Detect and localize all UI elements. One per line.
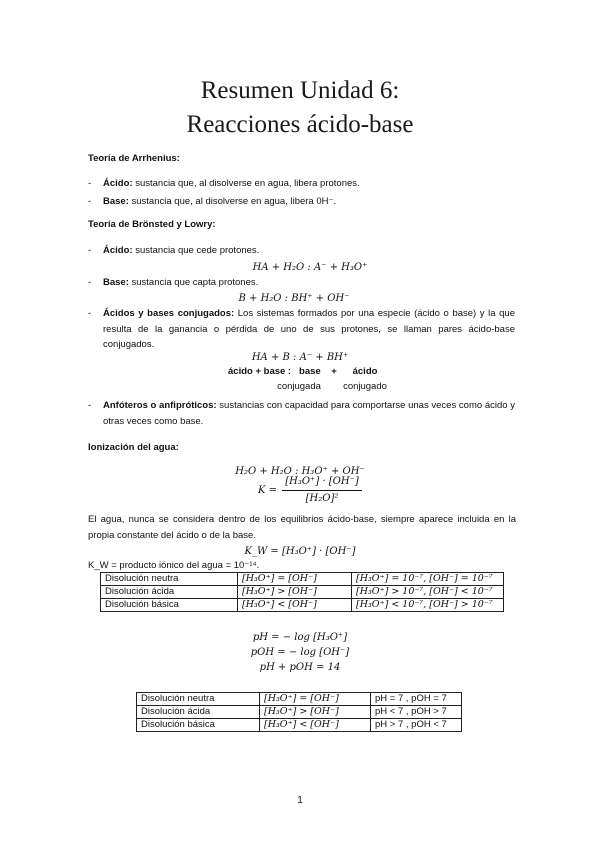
table-cell: Disolución neutra bbox=[137, 693, 260, 706]
bullet-dash: - bbox=[88, 277, 92, 288]
arrhenius-base-text: sustancia que, al disolverse en agua, libera 0H⁻. bbox=[128, 196, 337, 207]
conjugates-equation: HA + B : A⁻ + BH⁺ bbox=[251, 352, 349, 363]
conjugates-label: Ácidos y bases conjugados: bbox=[103, 308, 235, 319]
conjugates-text: Los sistemas formados por una especie (ácido o base) y la que resulta de la ganancia o pérdida de uno de sus protones, se llaman pares ácido-base conjugados. bbox=[103, 308, 515, 350]
title-line-2: Reacciones ácido-base bbox=[186, 111, 414, 138]
table-cell: [H₃O⁺] = [OH⁻] bbox=[238, 573, 352, 586]
k-fraction-line bbox=[282, 490, 362, 491]
table-row bbox=[137, 706, 462, 719]
table-cell: Disolución ácida bbox=[101, 586, 238, 599]
water-equation: H₂O + H₂O : H₃O⁺ + OH⁻ bbox=[235, 466, 365, 477]
table-concentrations bbox=[100, 572, 504, 612]
table-cell: [H₃O⁺] < 10⁻⁷, [OH⁻] > 10⁻⁷ bbox=[352, 599, 504, 612]
water-paragraph: El agua, nunca se considera dentro de los equilibrios ácido-base, siempre aparece incluida en la propia constante del ácido o de la base. bbox=[88, 514, 516, 541]
table-row bbox=[101, 599, 504, 612]
bullet-dash: - bbox=[88, 245, 92, 256]
conjugates-label-conjugada: conjugada bbox=[277, 381, 321, 392]
amphoteric-item bbox=[103, 398, 515, 429]
table-cell: [H₃O⁺] > [OH⁻] bbox=[260, 706, 371, 719]
page-number: 1 bbox=[297, 795, 303, 806]
table-row bbox=[137, 719, 462, 732]
bronsted-base-label: Base: bbox=[103, 277, 129, 288]
arrhenius-acid-text: sustancia que, al disolverse en agua, libera protones. bbox=[132, 178, 360, 189]
bullet-dash: - bbox=[88, 178, 92, 189]
k-numerator: [H₃O⁺] · [OH⁻] bbox=[285, 476, 359, 487]
arrhenius-acid-item bbox=[103, 176, 515, 192]
bullet-dash: - bbox=[88, 196, 92, 207]
bullet-dash: - bbox=[88, 400, 92, 411]
bronsted-heading: Teoría de Brönsted y Lowry: bbox=[88, 219, 216, 230]
table-cell: Disolución ácida bbox=[137, 706, 260, 719]
table-cell: [H₃O⁺] = 10⁻⁷, [OH⁻] = 10⁻⁷ bbox=[352, 573, 504, 586]
ph-sum-equation: pH + pOH = 14 bbox=[259, 662, 341, 673]
table-cell: [H₃O⁺] < [OH⁻] bbox=[238, 599, 352, 612]
bronsted-base-equation: B + H₂O : BH⁺ + OH⁻ bbox=[238, 293, 350, 304]
bronsted-acid-label: Ácido: bbox=[103, 245, 133, 256]
table-cell: [H₃O⁺] < [OH⁻] bbox=[260, 719, 371, 732]
table-row bbox=[137, 693, 462, 706]
table-cell: pH = 7 , pOH = 7 bbox=[371, 693, 462, 706]
amphoteric-text: sustancias con capacidad para comportarse unas veces como ácido y otras veces como base. bbox=[103, 400, 515, 427]
title-line-1: Resumen Unidad 6: bbox=[200, 77, 400, 104]
k-label: K = bbox=[258, 485, 278, 496]
kw-definition: K_W = producto iónico del agua = 10⁻¹⁴. bbox=[88, 560, 260, 571]
table-cell: [H₃O⁺] > 10⁻⁷, [OH⁻] < 10⁻⁷ bbox=[352, 586, 504, 599]
table-cell: pH < 7 , pOH > 7 bbox=[371, 706, 462, 719]
arrhenius-base-item bbox=[103, 194, 515, 210]
arrhenius-base-label: Base: bbox=[103, 196, 129, 207]
bronsted-acid-text: sustancia que cede protones. bbox=[132, 245, 260, 256]
conjugates-labels-row: ácido + base : base + ácido bbox=[228, 366, 378, 377]
bronsted-acid-equation: HA + H₂O : A⁻ + H₃O⁺ bbox=[252, 262, 368, 273]
bronsted-base-text: sustancia que capta protones. bbox=[128, 277, 259, 288]
table-ph bbox=[136, 692, 462, 732]
conjugates-label-conjugado: conjugado bbox=[343, 381, 387, 392]
table-cell: Disolución básica bbox=[137, 719, 260, 732]
table-cell: Disolución neutra bbox=[101, 573, 238, 586]
table-row bbox=[101, 586, 504, 599]
bronsted-acid-item bbox=[103, 243, 515, 259]
arrhenius-heading: Teoría de Arrhenius: bbox=[88, 153, 180, 164]
poh-equation: pOH = − log [OH⁻] bbox=[250, 647, 350, 658]
table-cell: pH > 7 , pOH < 7 bbox=[371, 719, 462, 732]
table-row bbox=[101, 573, 504, 586]
k-denominator: [H₂O]² bbox=[305, 493, 339, 504]
arrhenius-acid-label: Ácido: bbox=[103, 178, 133, 189]
kw-equation: K_W = [H₃O⁺] · [OH⁻] bbox=[244, 546, 356, 557]
bronsted-base-item bbox=[103, 275, 515, 291]
amphoteric-label: Anfóteros o anfipróticos: bbox=[103, 400, 217, 411]
table-cell: Disolución básica bbox=[101, 599, 238, 612]
conjugates-item bbox=[103, 306, 515, 353]
table-cell: [H₃O⁺] > [OH⁻] bbox=[238, 586, 352, 599]
ph-equation: pH = − log [H₃O⁺] bbox=[252, 632, 348, 643]
table-cell: [H₃O⁺] = [OH⁻] bbox=[260, 693, 371, 706]
bullet-dash: - bbox=[88, 308, 92, 319]
water-heading: Ionización del agua: bbox=[88, 442, 179, 453]
